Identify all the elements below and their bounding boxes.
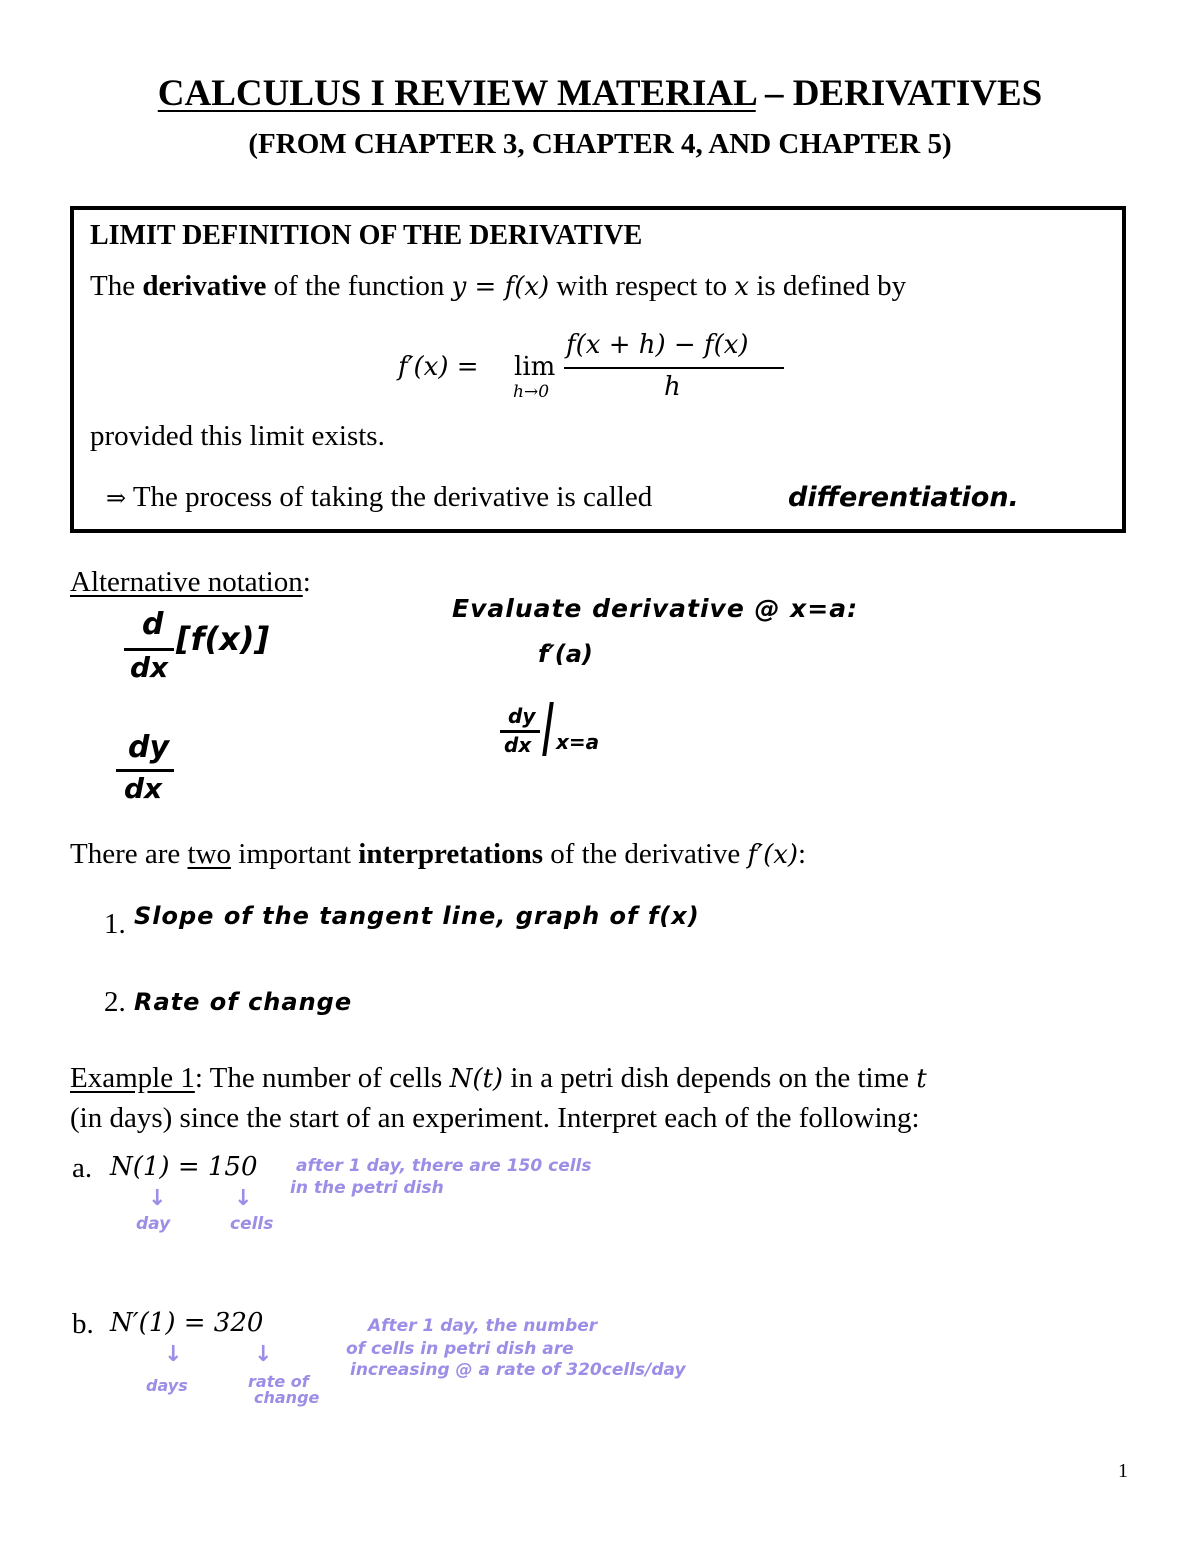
example-1b-note-line-3: increasing @ a rate of 320cells/day	[350, 1360, 686, 1380]
formula-numerator: f(x + h) − f(x)	[566, 330, 749, 360]
example-1-math-N: N(t)	[449, 1064, 504, 1094]
definition-text-b: of the function	[266, 270, 452, 302]
interpretation-1-handwritten: Slope of the tangent line, graph of f(x)	[134, 902, 700, 930]
example-1a-note-line-2: in the petri dish	[290, 1178, 444, 1198]
example-1b-note-line-2: of cells in petri dish are	[346, 1339, 574, 1359]
formula-lim-subscript: h→0	[513, 382, 550, 402]
example-1-label: Example 1	[70, 1062, 195, 1094]
alt-notation-colon: :	[302, 566, 311, 598]
interpretation-1-number: 1.	[104, 908, 126, 940]
handwritten-dx-3: dx	[504, 733, 532, 757]
handwritten-bracket-fx: [f(x)]	[176, 620, 270, 658]
example-1b-arrow-days: ↓	[164, 1342, 183, 1367]
process-line	[106, 481, 652, 514]
handwritten-dy-2: dy	[508, 704, 536, 728]
example-1-line-2: (in days) since the start of an experiment. Interpret each of the following:	[70, 1102, 920, 1134]
definition-text-a: The	[90, 270, 143, 302]
example-1-text-a: The number of cells	[202, 1062, 450, 1094]
definition-math-x: x	[734, 272, 750, 302]
example-1a-day: day	[136, 1214, 171, 1234]
formula-denominator: h	[664, 372, 681, 402]
handwritten-evaluate: Evaluate derivative @ x=a:	[452, 594, 859, 623]
page-number: 1	[1118, 1460, 1128, 1482]
example-1-text-b: in a petri dish depends on the time	[503, 1062, 917, 1094]
page-subtitle: (FROM CHAPTER 3, CHAPTER 4, AND CHAPTER 5)	[248, 128, 952, 160]
example-1a-math: N(1) = 150	[110, 1152, 258, 1182]
alt-notation-label: Alternative notation	[70, 566, 303, 598]
handwritten-differentiation: differentiation.	[788, 482, 1019, 513]
example-1-line-1	[70, 1062, 927, 1095]
example-1a-arrow-cells: ↓	[234, 1186, 253, 1211]
example-1a-label: a.	[72, 1152, 93, 1184]
example-1a-arrow-day: ↓	[148, 1186, 167, 1211]
interpretations-intro	[70, 838, 806, 871]
definition-text-d: is defined by	[749, 270, 907, 302]
intro-text-c: of the derivative	[543, 838, 748, 870]
handwritten-dy: dy	[128, 730, 170, 765]
example-1b-arrow-rate: ↓	[254, 1342, 273, 1367]
formula-lim: lim	[514, 352, 556, 382]
example-1b-days: days	[146, 1376, 188, 1395]
definition-provided: provided this limit exists.	[90, 420, 385, 452]
intro-two: two	[187, 838, 232, 870]
handwritten-dx-2: dx	[124, 772, 163, 805]
example-1b-math: N′(1) = 320	[110, 1308, 264, 1338]
intro-text-a: There are	[70, 838, 188, 870]
interpretation-2-handwritten: Rate of change	[134, 988, 353, 1016]
interpretation-2-number: 2.	[104, 986, 126, 1018]
alt-notation-heading	[70, 566, 311, 599]
handwritten-dx-1: dx	[130, 651, 169, 684]
definition-bold-term: derivative	[142, 270, 267, 302]
example-1a-note-line-1: after 1 day, there are 150 cells	[296, 1156, 592, 1176]
intro-bold: interpretations	[358, 838, 544, 870]
page-title	[0, 72, 1200, 115]
title-underlined: CALCULUS I REVIEW MATERIAL	[157, 73, 756, 114]
title-rest: – DERIVATIVES	[755, 73, 1043, 114]
formula-lhs: f′(x) =	[398, 352, 479, 382]
implies-arrow: ⇒	[106, 484, 127, 512]
intro-text-b: important	[231, 838, 359, 870]
intro-math: f′(x)	[747, 840, 799, 870]
handwritten-d: d	[142, 607, 164, 642]
formula-fraction-bar	[564, 367, 784, 369]
definition-heading: LIMIT DEFINITION OF THE DERIVATIVE	[90, 220, 643, 251]
intro-text-d: :	[798, 838, 807, 870]
example-1b-rate-line-1: rate of	[248, 1372, 309, 1391]
example-1b-note-line-1: After 1 day, the number	[368, 1316, 598, 1336]
definition-text-c: with respect to	[549, 270, 735, 302]
definition-line	[90, 270, 906, 303]
handwritten-eval-bar	[542, 702, 554, 756]
example-1b-rate-line-2: change	[254, 1388, 320, 1407]
process-text: The process of taking the derivative is called	[132, 481, 653, 513]
definition-math-function: y = f(x)	[451, 272, 550, 302]
example-1-colon: :	[194, 1062, 203, 1094]
example-1-math-t: t	[916, 1064, 927, 1094]
handwritten-eval-x-eq-a: x=a	[556, 730, 600, 754]
example-1a-cells: cells	[230, 1214, 274, 1234]
example-1b-label: b.	[72, 1308, 94, 1340]
handwritten-fprime-a: f′(a)	[538, 640, 593, 668]
